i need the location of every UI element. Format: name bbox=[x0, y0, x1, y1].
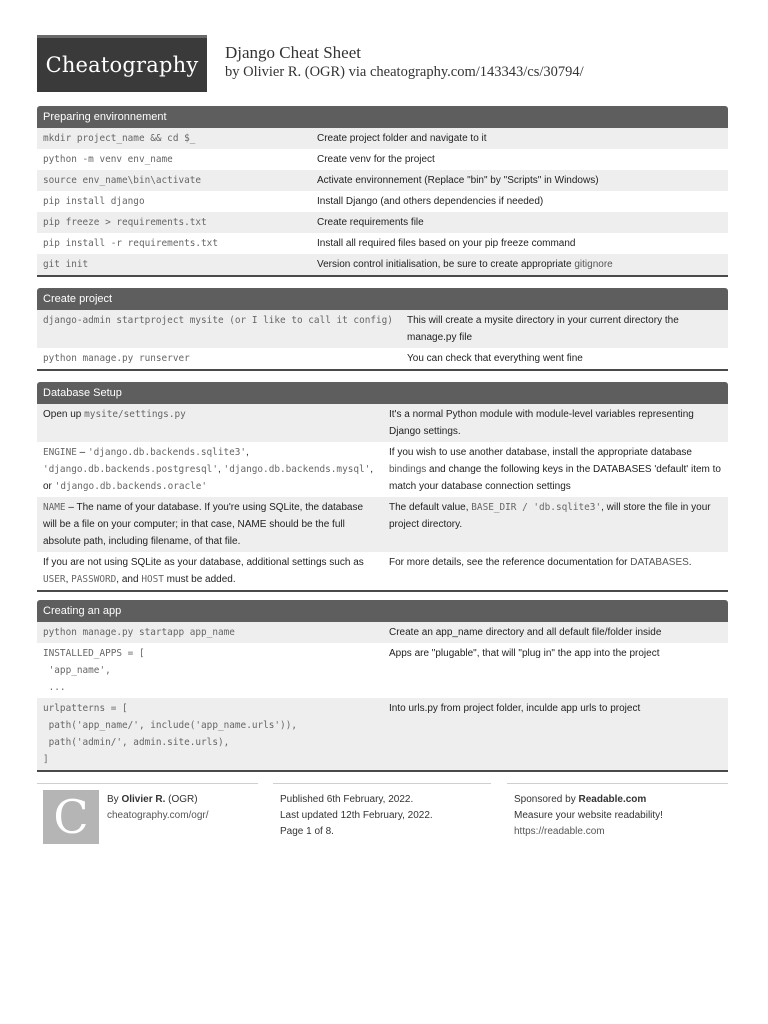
description-cell bbox=[383, 552, 728, 590]
description-cell: Activate environnement (Replace "bin" by "Scripts" in Windows) bbox=[317, 175, 599, 186]
author-avatar: C bbox=[43, 790, 99, 844]
page-title: Django Cheat Sheet bbox=[225, 43, 361, 62]
description-text: Version control initialisation, be sure to create appropriate bbox=[317, 259, 572, 270]
gitignore-link[interactable]: gitignore bbox=[574, 259, 613, 270]
section-body bbox=[37, 404, 728, 592]
section-header: Create project bbox=[37, 288, 728, 310]
updated-date: Last updated 12th February, 2022. bbox=[280, 810, 433, 821]
description-cell: It's a normal Python module with module-level variables representing Django settings. bbox=[389, 409, 694, 437]
bindings-link[interactable]: bindings bbox=[389, 464, 427, 475]
code-cell: python manage.py startapp app_name bbox=[43, 627, 235, 638]
setting-text: – The name of your database. If you're using SQLite, the database will be a file on your computer; in that case, NAME should be the full absolute path, including filename, of that file. bbox=[43, 502, 364, 547]
separator-text: , bbox=[217, 464, 224, 475]
sponsor-url[interactable]: https://readable.com bbox=[514, 826, 605, 837]
description-text: If you wish to use another database, install the appropriate database bbox=[389, 447, 692, 458]
engine-value: 'django.db.backends.mysql' bbox=[223, 464, 371, 475]
settings-file-code: mysite/settings.py bbox=[84, 409, 186, 420]
sponsored-by-text: Sponsored by bbox=[514, 794, 579, 805]
dash-text: – bbox=[76, 447, 88, 458]
table-row bbox=[37, 254, 728, 275]
footer bbox=[37, 783, 728, 843]
table-row bbox=[37, 552, 728, 590]
section-body bbox=[37, 622, 728, 772]
description-cell: Create requirements file bbox=[317, 217, 424, 228]
section-body bbox=[37, 310, 728, 371]
title-block bbox=[225, 43, 584, 81]
table-row bbox=[37, 212, 728, 233]
section-body bbox=[37, 128, 728, 277]
description-cell bbox=[383, 442, 728, 497]
setting-text: Open up bbox=[43, 409, 85, 420]
default-value-code: BASE_DIR / 'db.sqlite3' bbox=[471, 502, 602, 513]
command-cell: mkdir project_name && cd $_ bbox=[43, 133, 196, 144]
engine-key: ENGINE bbox=[43, 447, 77, 458]
description-text: For more details, see the reference documentation for bbox=[389, 557, 631, 568]
description-text: , will store the file in your project directory. bbox=[389, 502, 711, 530]
section-create-project bbox=[37, 288, 728, 371]
separator-text: , bbox=[246, 447, 249, 458]
name-key: NAME bbox=[43, 502, 66, 513]
footer-dates bbox=[273, 783, 491, 840]
author-name[interactable]: Olivier R. bbox=[121, 794, 166, 805]
section-preparing-environnement bbox=[37, 106, 728, 277]
table-row bbox=[37, 442, 728, 497]
setting-cell bbox=[37, 497, 383, 552]
description-cell: Apps are "plugable", that will "plug in" the app into the project bbox=[389, 648, 660, 659]
separator-text: , bbox=[65, 574, 72, 585]
command-cell: source env_name\bin\activate bbox=[43, 175, 202, 186]
description-cell: You can check that everything went fine bbox=[407, 353, 583, 364]
engine-value: 'django.db.backends.sqlite3' bbox=[88, 447, 247, 458]
by-text: By bbox=[107, 794, 122, 805]
table-row bbox=[37, 348, 728, 369]
description-cell: This will create a mysite directory in your current directory the manage.py file bbox=[407, 315, 679, 343]
table-row bbox=[37, 310, 728, 348]
code-cell: urlpatterns = [ path('app_name/', include('app_name.urls')), path('admin/', admin.site.urls), ] bbox=[43, 703, 297, 765]
host-code: HOST bbox=[141, 574, 164, 585]
section-database-setup bbox=[37, 382, 728, 592]
command-cell: git init bbox=[43, 259, 89, 270]
byline[interactable]: by Olivier R. (OGR) via cheatography.com/143343/cs/30794/ bbox=[225, 64, 584, 80]
section-header: Creating an app bbox=[37, 600, 728, 622]
section-header: Database Setup bbox=[37, 382, 728, 404]
description-text: and change the following keys in the DATABASES 'default' item to match your database connection settings bbox=[389, 464, 721, 492]
footer-author bbox=[37, 783, 258, 844]
author-line bbox=[107, 792, 258, 808]
databases-link[interactable]: DATABASES bbox=[630, 557, 689, 568]
table-row bbox=[37, 497, 728, 552]
description-text: The default value, bbox=[389, 502, 472, 513]
page-number: Page 1 of 8. bbox=[280, 826, 334, 837]
sponsor-line bbox=[514, 792, 728, 808]
cheatography-logo[interactable]: Cheatography bbox=[37, 35, 207, 92]
setting-cell bbox=[37, 404, 383, 442]
author-handle: (OGR) bbox=[165, 794, 198, 805]
separator-text: , and bbox=[116, 574, 142, 585]
published-date: Published 6th February, 2022. bbox=[280, 794, 414, 805]
section-header: Preparing environnement bbox=[37, 106, 728, 128]
description-cell: Install Django (and others dependencies if needed) bbox=[317, 196, 544, 207]
section-creating-an-app bbox=[37, 600, 728, 772]
table-row bbox=[37, 233, 728, 254]
author-url[interactable]: cheatography.com/ogr/ bbox=[107, 810, 209, 821]
footer-sponsor bbox=[507, 783, 728, 840]
setting-cell bbox=[37, 552, 383, 590]
setting-cell bbox=[37, 442, 383, 497]
separator-text: , or bbox=[43, 464, 374, 492]
table-row bbox=[37, 170, 728, 191]
code-cell: INSTALLED_APPS = [ 'app_name', ... bbox=[43, 648, 145, 693]
command-cell: pip freeze > requirements.txt bbox=[43, 217, 207, 228]
command-cell: django-admin startproject mysite (or I like to call it config) bbox=[43, 315, 393, 326]
author-info bbox=[107, 792, 258, 824]
table-row bbox=[37, 128, 728, 149]
description-cell bbox=[383, 497, 728, 552]
table-row bbox=[37, 622, 728, 643]
description-cell: Create an app_name directory and all default file/folder inside bbox=[389, 627, 662, 638]
table-row bbox=[37, 191, 728, 212]
sponsor-name[interactable]: Readable.com bbox=[578, 794, 647, 805]
table-row bbox=[37, 404, 728, 442]
engine-value: 'django.db.backends.postgresql' bbox=[43, 464, 218, 475]
description-cell: Into urls.py from project folder, inculde app urls to project bbox=[389, 703, 641, 714]
command-cell: python manage.py runserver bbox=[43, 353, 190, 364]
table-row bbox=[37, 643, 728, 698]
setting-text: must be added. bbox=[163, 574, 236, 585]
command-cell: python -m venv env_name bbox=[43, 154, 173, 165]
description-cell: Install all required files based on your pip freeze command bbox=[317, 238, 576, 249]
setting-text: If you are not using SQLite as your database, additional settings such as bbox=[43, 557, 364, 568]
engine-value: 'django.db.backends.oracle' bbox=[54, 481, 208, 492]
description-cell: Create project folder and navigate to it bbox=[317, 133, 487, 144]
command-cell: pip install django bbox=[43, 196, 145, 207]
description-cell: Create venv for the project bbox=[317, 154, 435, 165]
command-cell: pip install -r requirements.txt bbox=[43, 238, 218, 249]
table-row bbox=[37, 698, 728, 770]
password-code: PASSWORD bbox=[71, 574, 117, 585]
sponsor-tagline: Measure your website readability! bbox=[514, 810, 663, 821]
user-code: USER bbox=[43, 574, 66, 585]
table-row bbox=[37, 149, 728, 170]
description-text: . bbox=[688, 557, 692, 568]
description-cell bbox=[311, 254, 728, 275]
